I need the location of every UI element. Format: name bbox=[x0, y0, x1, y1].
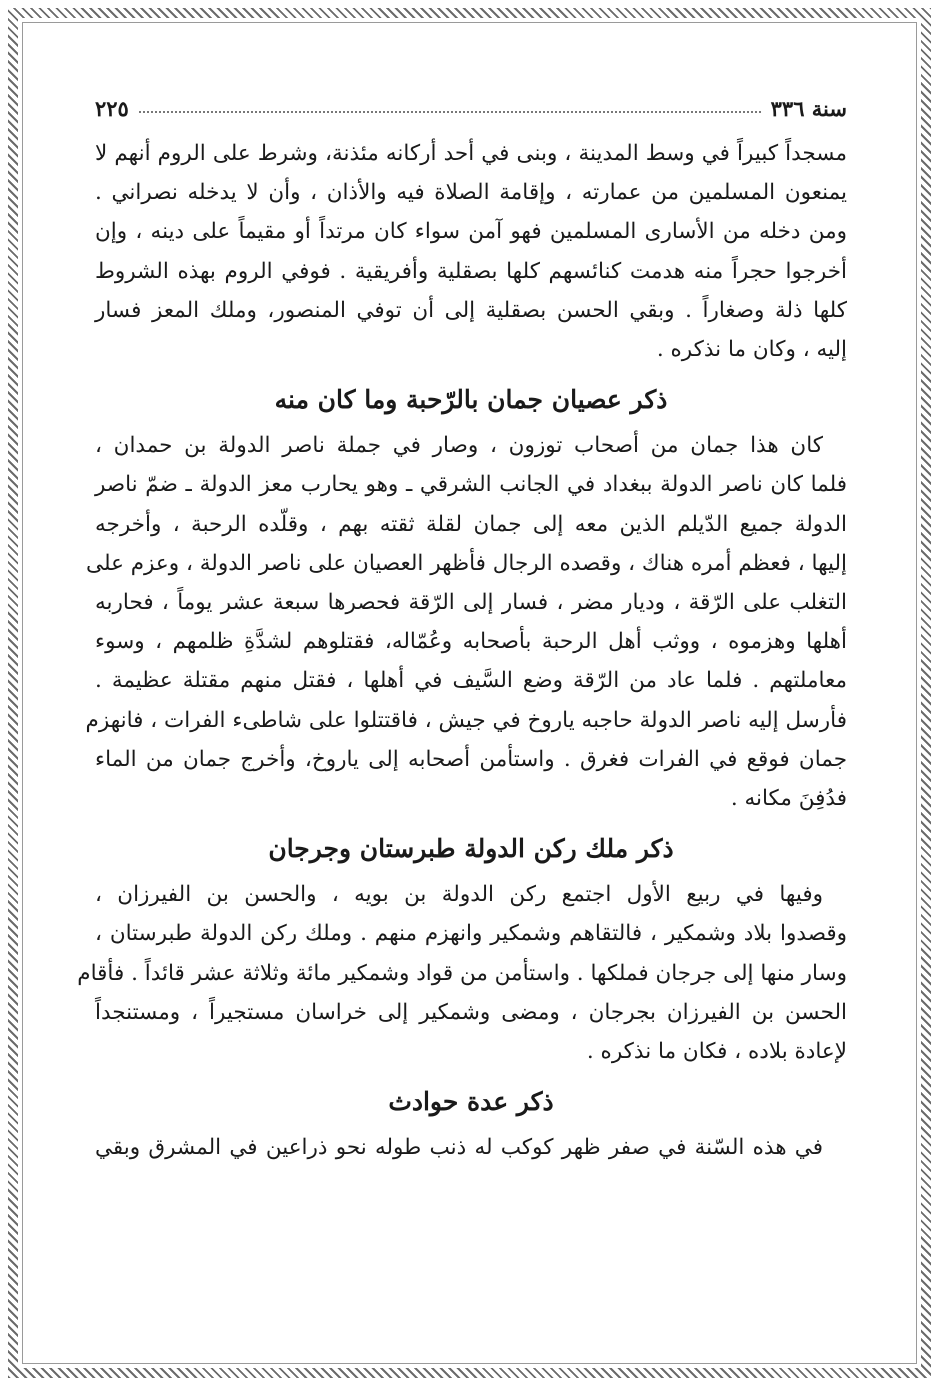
running-header bbox=[95, 88, 847, 128]
page-number: ٢٢٥ bbox=[95, 95, 129, 121]
text-line: وسار منها إلى جرجان فملكها . واستأمن من قواد وشمكير مائة وثلاثة عشر قائداً . فأقام bbox=[77, 960, 847, 986]
text-line: في هذه السّنة في صفر ظهر كوكب له ذنب طوله نحو ذراعين في المشرق وبقي bbox=[95, 1135, 823, 1161]
text-line: ومن دخله من الأسارى المسلمين فهو آمن سواء كان مرتداً أو مقيماً على دينه ، وإن bbox=[95, 219, 847, 245]
section-rukn-al-dawla bbox=[77, 834, 847, 1071]
text-line: فأرسل إليه ناصر الدولة حاجبه ياروخ في جيش ، فاقتتلوا على شاطىء الفرات ، فانهزم bbox=[85, 707, 847, 733]
book-page bbox=[77, 88, 847, 1167]
section-heading: ذكر عدة حوادث bbox=[388, 1087, 554, 1117]
text-line: مسجداً كبيراً في وسط المدينة ، وبنى في أحد أركانه مئذنة، وشرط على الروم أنهم لا bbox=[95, 141, 847, 166]
text-line: الحسن بن الفيرزان بجرجان ، ومضى وشمكير إلى خراسان مستجيراً ، ومستنجداً bbox=[95, 999, 847, 1025]
text-line: كان هذا جمان من أصحاب توزون ، وصار في جملة ناصر الدولة بن حمدان ، bbox=[95, 433, 823, 459]
text-line: أخرجوا حجراً منه هدمت كنائسهم كلها بصقلية وأفريقية . فوفي الروم بهذه الشروط bbox=[95, 258, 847, 284]
text-line: جمان فوقع في الفرات فغرق . واستأمن أصحابه إلى ياروخ، وأخرج جمان من الماء bbox=[95, 746, 847, 772]
section-heading: ذكر ملك ركن الدولة طبرستان وجرجان bbox=[268, 834, 674, 864]
text-line: معاملتهم . فلما عاد من الرّقة وضع السَّيف في أهلها ، فقتل منهم مقتلة عظيمة . bbox=[95, 668, 847, 694]
text-line: يمنعون المسلمين من عمارته ، وإقامة الصلاة فيه والأذان ، وأن لا يدخله نصراني . bbox=[95, 180, 847, 206]
text-line: وقصدوا بلاد وشمكير ، فالتقاهم وشمكير وانهزم منهم . وملك ركن الدولة طبرستان ، bbox=[95, 921, 847, 947]
dotted-leader bbox=[139, 111, 761, 113]
year-label: سنة ٣٣٦ bbox=[770, 95, 847, 121]
section-continuation bbox=[95, 134, 847, 369]
paragraph bbox=[95, 1128, 847, 1167]
text-line: لإعادة بلاده ، فكان ما نذكره . bbox=[586, 1039, 847, 1065]
section-heading: ذكر عصيان جمان بالرّحبة وما كان منه bbox=[274, 385, 668, 415]
section-events bbox=[95, 1087, 847, 1167]
paragraph bbox=[85, 426, 847, 818]
section-jumman-revolt bbox=[85, 385, 847, 818]
text-line: التغلب على الرّقة ، وديار مضر ، فسار إلى الرّقة فحصرها سبعة عشر يوماً ، فحاربه bbox=[95, 590, 847, 616]
text-line: أهلها وهزموه ، ووثب أهل الرحبة بأصحابه وعُمّاله، فقتلوهم لشدَّةِ ظلمهم ، وسوء bbox=[95, 629, 847, 655]
text-line: فلما كان ناصر الدولة ببغداد في الجانب الشرقي ـ وهو يحارب معز الدولة ـ ضمّ ناصر bbox=[95, 472, 847, 498]
paragraph bbox=[95, 134, 847, 369]
text-line: وفيها في ربيع الأول اجتمع ركن الدولة بن بويه ، والحسن بن الفيرزان ، bbox=[95, 882, 823, 908]
text-line: إليها ، فعظم أمره هناك ، وقصده الرجال فأظهر العصيان على ناصر الدولة ، وعزم على bbox=[86, 550, 847, 576]
text-line: الدولة جميع الدّيلم الذين معه إلى جمان لقلة ثقته بهم ، وقلّده الرحبة ، وأخرجه bbox=[95, 511, 847, 537]
text-line: كلها ذلة وصغاراً . وبقي الحسن بصقلية إلى أن توفي المنصور، وملك المعز فسار bbox=[95, 297, 847, 323]
text-line: إليه ، وكان ما نذكره . bbox=[656, 337, 847, 363]
paragraph bbox=[77, 875, 847, 1071]
text-line: فدُفِنَ مكانه . bbox=[730, 786, 847, 812]
